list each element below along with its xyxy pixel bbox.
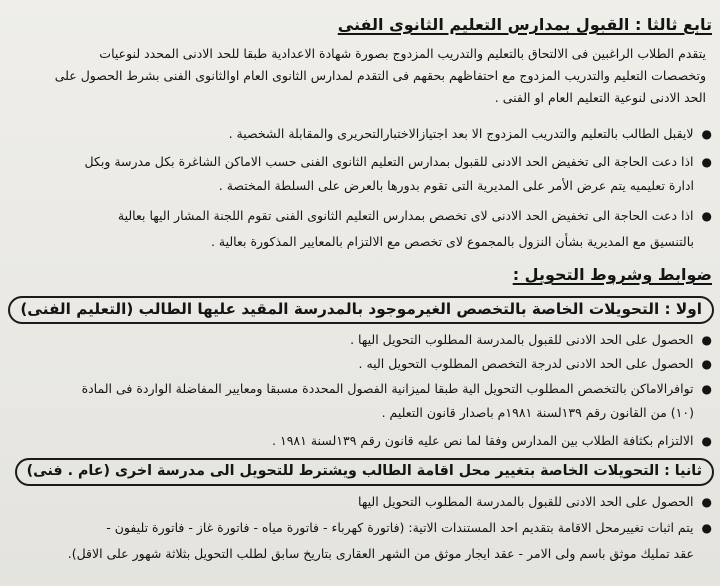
bullet-icon: ●	[701, 127, 712, 141]
transfer-heading: ضوابط وشروط التحويل :	[512, 265, 712, 284]
first-subheading-box: اولا : التحويلات الخاصة بالتخصص الغيرموجود بالمدرسة المقيد عليها الطالب (التعليم الفنى)	[8, 296, 714, 324]
bullet-continuation: (١٠) من القانون رقم ١٣٩لسنة ١٩٨١م باصدار قانون التعليم .	[381, 405, 694, 420]
bullet-continuation: عقد تمليك موثق باسم ولى الامر - عقد ايجار موثق من الشهر العقارى بتاريخ سابق لطلب التحويل بثلاثة شهور على الاقل).	[67, 546, 694, 561]
intro-line-1: يتقدم الطلاب الراغبين فى الالتحاق بالتعليم والتدريب المزدوج بصورة شهادة الاعدادية طبقا للحد الادنى المحدد لنوعيات	[99, 46, 706, 61]
bullet-icon: ●	[701, 495, 712, 509]
bullet-icon: ●	[701, 209, 712, 223]
bullet-item: ●اذا دعت الحاجة الى تخفيض الحد الادنى للقبول بمدارس التعليم الثانوى الفنى حسب الاماكن الشاغرة بكل مدرسة وبكل	[84, 152, 712, 172]
bullet-item: ●لايقبل الطالب بالتعليم والتدريب المزدوج الا بعد اجتيازالاختبارالتحريرى والمقابلة الشخصية .	[229, 124, 712, 144]
bullet-item: ●الحصول على الحد الادنى للقبول بالمدرسة المطلوب التحويل اليها	[358, 492, 712, 512]
bullet-icon: ●	[701, 357, 712, 371]
bullet-item: ●الالتزام بكثافة الطلاب بين المدارس وفقا لما نص عليه قانون رقم ١٣٩لسنة ١٩٨١ .	[272, 431, 712, 451]
bullet-item: ●الحصول على الحد الادنى لدرجة التخصص المطلوب التحويل اليه .	[359, 354, 712, 374]
second-subheading-box: ثانيا : التحويلات الخاصة بتغيير محل اقامة الطالب ويشترط للتحويل الى مدرسة اخرى (عام . فنى)	[15, 458, 714, 486]
bullet-item: ●الحصول على الحد الادنى للقبول بالمدرسة المطلوب التحويل اليها .	[350, 330, 712, 350]
intro-line-2: وتخصصات التعليم والتدريب المزدوج مع احتفاظهم بحقهم فى التقدم لمدارس الثانوى العام اوالثانوى الفنى بشرط الحصول على	[54, 68, 706, 83]
intro-line-3: الحد الادنى لنوعية التعليم العام او الفنى .	[494, 90, 706, 105]
bullet-icon: ●	[701, 521, 712, 535]
bullet-continuation: ادارة تعليميه يتم عرض الأمر على المديرية التى تقوم بدورها بالعرض على السلطة المختصة .	[218, 178, 694, 193]
bullet-item: ●توافرالاماكن بالتخصص المطلوب التحويل الية طبقا لميزانية الفصول المحددة مسبقا ومعايير المفاضلة الواردة فى المادة	[82, 379, 712, 399]
bullet-icon: ●	[701, 434, 712, 448]
bullet-item: ●اذا دعت الحاجة الى تخفيض الحد الادنى لاى تخصص بمدارس التعليم الثانوى الفنى تقوم اللجنة المشار اليها بعالية	[118, 206, 712, 226]
bullet-item: ●يتم اثبات تغييرمحل الاقامة بتقديم احد المستندات الاتية: (فاتورة كهرباء - فاتورة مياه - فاتورة غاز - فاتورة تليفون -	[106, 518, 712, 538]
bullet-icon: ●	[701, 382, 712, 396]
bullet-continuation: بالتنسيق مع المديرية بشأن النزول بالمجموع لاى تخصص مع الالتزام بالمعايير المذكورة بعالية .	[210, 234, 694, 249]
bullet-icon: ●	[701, 333, 712, 347]
bullet-icon: ●	[701, 155, 712, 169]
section-heading: تابع ثالثا : القبول بمدارس التعليم الثانوى الفنى	[337, 15, 712, 34]
